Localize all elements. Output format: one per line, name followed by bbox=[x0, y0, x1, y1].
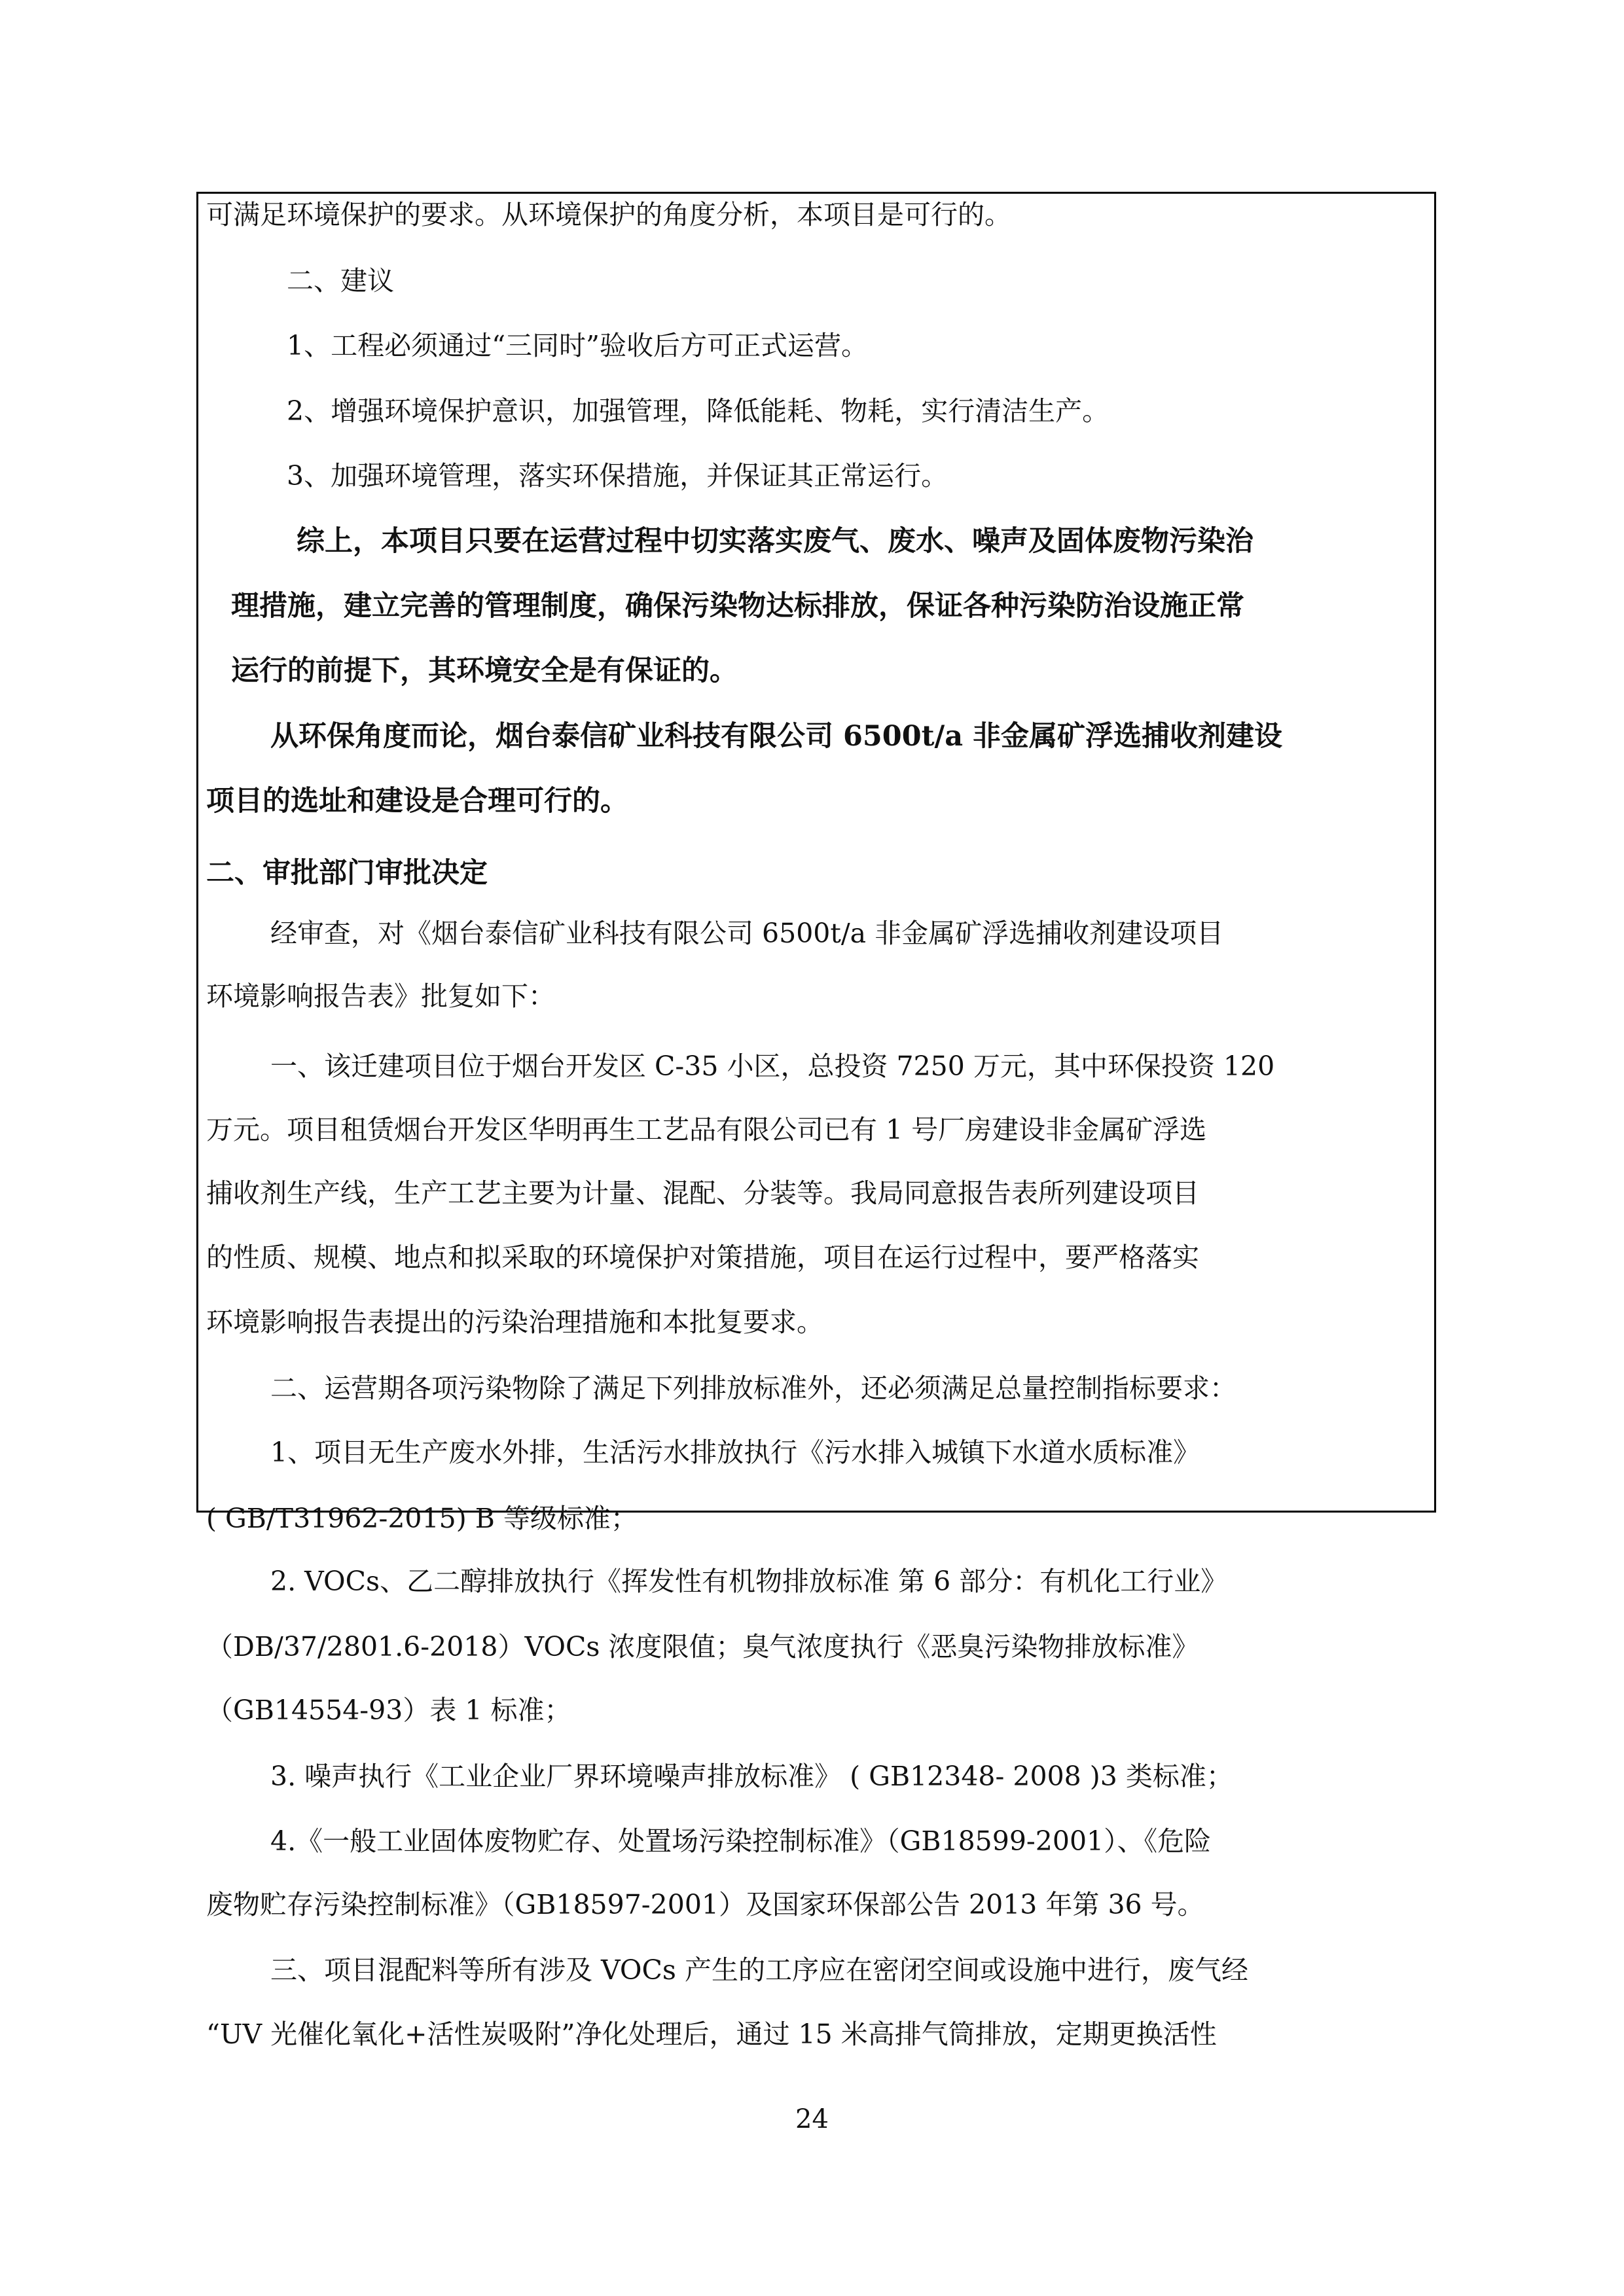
standard-3-line: 3. 噪声执行《工业企业厂界环境噪声排放标准》 ( GB12348- 2008 )3 类标准； bbox=[270, 1761, 1233, 1792]
suggestion-item-3: 3、加强环境管理，落实环保措施，并保证其正常运行。 bbox=[287, 460, 948, 492]
approval-item-3-line-1: 三、项目混配料等所有涉及 VOCs 产生的工序应在密闭空间或设施中进行，废气经 bbox=[270, 1954, 1248, 1986]
suggestion-heading: 二、建议 bbox=[287, 265, 394, 296]
approval-section-heading: 二、审批部门审批决定 bbox=[206, 857, 488, 889]
suggestion-item-1: 1、工程必须通过“三同时”验收后方可正式运营。 bbox=[287, 330, 869, 361]
table-frame bbox=[196, 192, 1436, 2050]
approval-intro-line-1: 经审查，对《烟台泰信矿业科技有限公司 6500t/a 非金属矿浮选捕收剂建设项目 bbox=[270, 918, 1224, 949]
feasibility-line-2: 项目的选址和建设是合理可行的。 bbox=[206, 785, 628, 817]
approval-item-1-line-2: 万元。项目租赁烟台开发区华明再生工艺品有限公司已有 1 号厂房建设非金属矿浮选 bbox=[206, 1114, 1207, 1145]
approval-item-3-line-2: “UV 光催化氧化+活性炭吸附”净化处理后，通过 15 米高排气筒排放，定期更换活性 bbox=[206, 2018, 1217, 2050]
approval-intro-line-2: 环境影响报告表》批复如下： bbox=[206, 980, 555, 1012]
summary-line-3: 运行的前提下，其环境安全是有保证的。 bbox=[231, 655, 738, 687]
feasibility-line-1: 从环保角度而论，烟台泰信矿业科技有限公司 6500t/a 非金属矿浮选捕收剂建设 bbox=[270, 720, 1283, 753]
approval-item-1-line-3: 捕收剂生产线，生产工艺主要为计量、混配、分装等。我局同意报告表所列建设项目 bbox=[206, 1177, 1199, 1209]
approval-item-1-line-1: 一、该迁建项目位于烟台开发区 C-35 小区，总投资 7250 万元，其中环保投资 120 bbox=[270, 1050, 1275, 1082]
summary-line-1: 综上，本项目只要在运营过程中切实落实废气、废水、噪声及固体废物污染治 bbox=[297, 525, 1254, 558]
summary-line-2: 理措施，建立完善的管理制度，确保污染物达标排放，保证各种污染防治设施正常 bbox=[231, 590, 1244, 622]
standard-1-line-1: 1、项目无生产废水外排，生活污水排放执行《污水排入城镇下水道水质标准》 bbox=[270, 1437, 1200, 1468]
page-number: 24 bbox=[795, 2104, 829, 2134]
standard-2-line-2: （DB/37/2801.6-2018）VOCs 浓度限值；臭气浓度执行《恶臭污染物排放标准》 bbox=[206, 1631, 1199, 1662]
suggestion-item-2: 2、增强环境保护意识，加强管理，降低能耗、物耗，实行清洁生产。 bbox=[287, 395, 1110, 427]
standard-4-line-2: 废物贮存污染控制标准》（GB18597-2001）及国家环保部公告 2013 年第 36 号。 bbox=[206, 1889, 1204, 1920]
approval-item-2-line-1: 二、运营期各项污染物除了满足下列排放标准外，还必须满足总量控制指标要求： bbox=[270, 1372, 1236, 1404]
standard-4-line-1: 4.《一般工业固体废物贮存、处置场污染控制标准》（GB18599-2001）、《危险 bbox=[270, 1825, 1212, 1857]
approval-item-1-line-5: 环境影响报告表提出的污染治理措施和本批复要求。 bbox=[206, 1306, 823, 1338]
standard-1-line-2: ( GB/T31962-2015) B 等级标准； bbox=[206, 1503, 638, 1534]
conclusion-line: 可满足环境保护的要求。从环境保护的角度分析，本项目是可行的。 bbox=[206, 199, 1011, 230]
approval-item-1-line-4: 的性质、规模、地点和拟采取的环境保护对策措施，项目在运行过程中，要严格落实 bbox=[206, 1242, 1199, 1273]
standard-2-line-1: 2. VOCs、乙二醇排放执行《挥发性有机物排放标准 第 6 部分：有机化工行业》 bbox=[270, 1566, 1228, 1597]
standard-2-line-3: （GB14554-93）表 1 标准； bbox=[206, 1695, 571, 1726]
